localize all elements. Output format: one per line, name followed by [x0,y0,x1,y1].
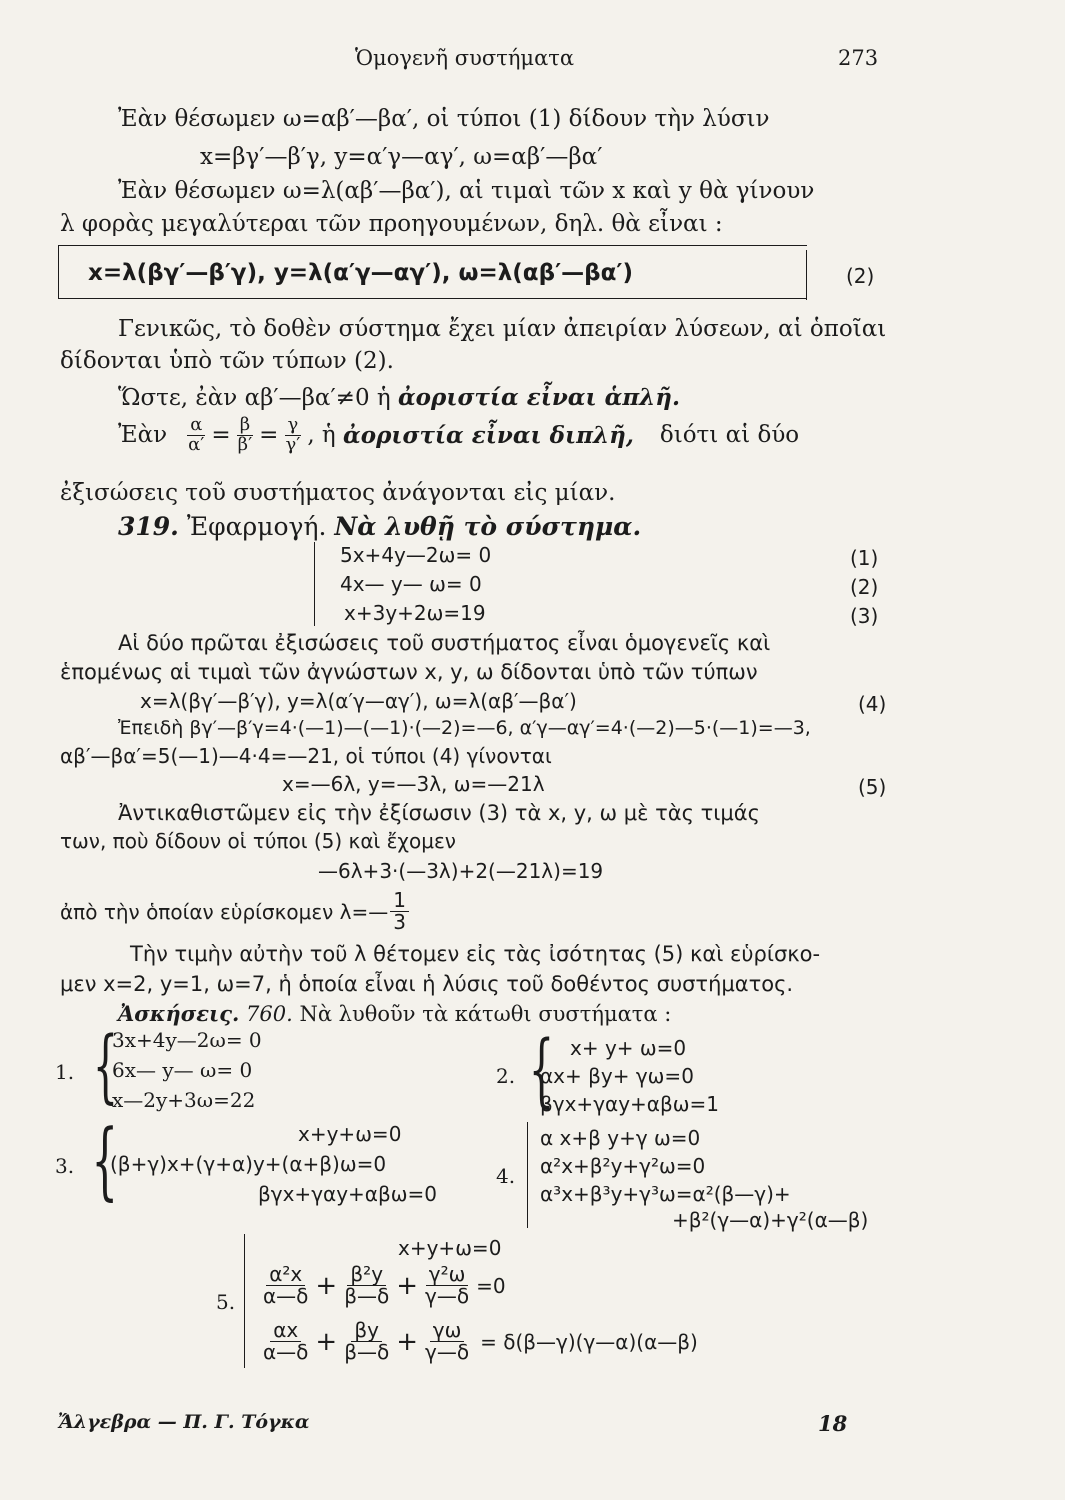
equation: αx+ βy+ γω=0 [540,1064,694,1088]
exercise-number: 5. [216,1290,236,1314]
text-line: Ὥστε, ἐὰν αβ′—βα′≠0 ἡ ἀοριστία εἶναι ἁπλῆ. [118,384,681,411]
text-line: Ἐπειδὴ βγ′—β′γ=4·(—1)—(—1)·(—2)=—6, α′γ—αγ′=4·(—2)—5·(—1)=—3, [118,717,811,739]
text-line: δίδονται ὑπὸ τῶν τύπων (2). [60,348,394,374]
section-heading: 319. Ἐφαρμογή. Νὰ λυθῇ τὸ σύστημα. [118,512,642,541]
equation: 5x+4y—2ω= 0 [340,543,492,567]
equation: βγx+γαy+αβω=1 [540,1092,719,1116]
equation: —6λ+3·(—3λ)+2(—21λ)=19 [318,859,604,883]
exercise-number: 3. [55,1154,75,1178]
system-bar [244,1234,245,1368]
equation-number: (2) [846,264,875,288]
equation-number: (3) [850,604,879,628]
exercise-number: 4. [496,1164,516,1188]
text-line: ἐξισώσεις τοῦ συστήματος ἀνάγονται εἰς μίαν. [60,480,616,506]
equation: x=λ(βγ′—β′γ), y=λ(α′γ—αγ′), ω=λ(αβ′—βα′) [140,689,577,713]
text-line: ἀπὸ τὴν ὁποίαν εὑρίσκομεν λ=— $\frac{1}{3}$ [60,890,413,933]
equation: (β+γ)x+(γ+α)y+(α+β)ω=0 [110,1152,387,1176]
brace: { [91,1111,119,1209]
exercise-number: 1. [55,1060,75,1084]
equation: x+y+ω=0 [398,1236,502,1260]
equation: x+ y+ ω=0 [570,1036,687,1060]
text-line: Αἱ δύο πρῶται ἐξισώσεις τοῦ συστήματος εἶναι ὁμογενεῖς καὶ [118,631,771,655]
text-line: αβ′—βα′=5(—1)—4·4=—21, οἱ τύποι (4) γίνονται [60,744,552,768]
text-line: μεν x=2, y=1, ω=7, ἡ ὁποία εἶναι ἡ λύσις τοῦ δοθέντος συστήματος. [60,972,794,996]
system-bar [527,1122,528,1228]
system-bar [314,542,315,626]
equation: 6x— y— ω= 0 [112,1058,253,1082]
text-line: Ἀντικαθιστῶμεν εἰς τὴν ἐξίσωσιν (3) τὰ x, y, ω μὲ τὰς τιμάς [118,801,760,825]
boxed-equations: x=λ(βγ′—β′γ), y=λ(α′γ—αγ′), ω=λ(αβ′—βα′) [88,260,633,286]
signature-number: 18 [818,1411,848,1436]
equation: βγx+γαy+αβω=0 [258,1182,437,1206]
equation: 3x+4y—2ω= 0 [112,1028,262,1052]
equation: x+3y+2ω=19 [344,601,486,625]
equation: x=—6λ, y=—3λ, ω=—21λ [282,772,545,796]
box-right-edge [806,250,807,300]
solution-formula: x=βγ′—β′γ, y=α′γ—αγ′, ω=αβ′—βα′ [200,144,603,170]
text-line: Τὴν τιμὴν αὐτὴν τοῦ λ θέτομεν εἰς τὰς ἰσότητας (5) καὶ εὑρίσκο- [130,942,821,966]
exercises-heading: Ἀσκήσεις. 760. Νὰ λυθοῦν τὰ κάτωθι συστήματα : [118,1001,672,1026]
equation: $\frac{\alpha x}{\alpha—\delta}$ + $\frac{\beta y}{\beta—\delta}$ + $\frac{\gamma\omega}{\gamma—\delta}$ = δ(β—γ)(γ—α)(α—β) [263,1318,698,1364]
equation-number: (4) [858,692,887,716]
brace: { [528,1023,555,1116]
text-line: λ φορὰς μεγαλύτεραι τῶν προηγουμένων, δηλ. θὰ εἶναι : [60,211,723,237]
text-line: ἑπομένως αἱ τιμαὶ τῶν ἀγνώστων x, y, ω δίδονται ὑπὸ τῶν τύπων [60,660,758,684]
equation-number: (5) [858,775,887,799]
text-line: Ἐὰν θέσωμεν ω=αβ′—βα′, οἱ τύποι (1) δίδουν τὴν λύσιν [118,106,770,132]
exercise-number: 2. [496,1064,516,1088]
brace: { [92,1019,119,1112]
text-line: των, ποὺ δίδουν οἱ τύποι (5) καὶ ἔχομεν [60,829,456,853]
equation: α²x+β²y+γ²ω=0 [540,1154,706,1178]
equation: x—2y+3ω=22 [112,1088,256,1112]
equation-number: (1) [850,546,879,570]
equation: α³x+β³y+γ³ω=α²(β—γ)+ [540,1182,791,1206]
equation: α x+β y+γ ω=0 [540,1126,701,1150]
equation: $\frac{\text{α²x}}{\alpha—\delta}$ + $\frac{\text{β²y}}{\beta—\delta}$ + $\frac{\text{γ²ω}}{\gamma—\delta}$ =0 [263,1262,506,1308]
text-line: Ἐὰν θέσωμεν ω=λ(αβ′—βα′), αἱ τιμαὶ τῶν x καὶ y θὰ γίνουν [118,178,815,204]
footer-title: Ἄλγεβρα — Π. Γ. Τόγκα [58,1411,310,1433]
text-line: Γενικῶς, τὸ δοθὲν σύστημα ἔχει μίαν ἀπειρίαν λύσεων, αἱ ὁποῖαι [118,316,887,342]
equation: +β²(γ—α)+γ²(α—β) [672,1208,869,1232]
proportion-line: Ἐὰν $\frac{\alpha}{\alpha'}$ = $\frac{\beta}{\beta'}$ = $\frac{\gamma}{\gamma'}$ , ἡ ἀοριστία εἶναι διπλῆ, διότι αἱ δύο [118,414,800,455]
equation: 4x— y— ω= 0 [340,572,482,596]
equation-number: (2) [850,575,879,599]
page-number: 273 [838,46,879,70]
equation: x+y+ω=0 [298,1122,402,1146]
running-head: Ὁμογενῆ συστήματα [355,46,575,70]
